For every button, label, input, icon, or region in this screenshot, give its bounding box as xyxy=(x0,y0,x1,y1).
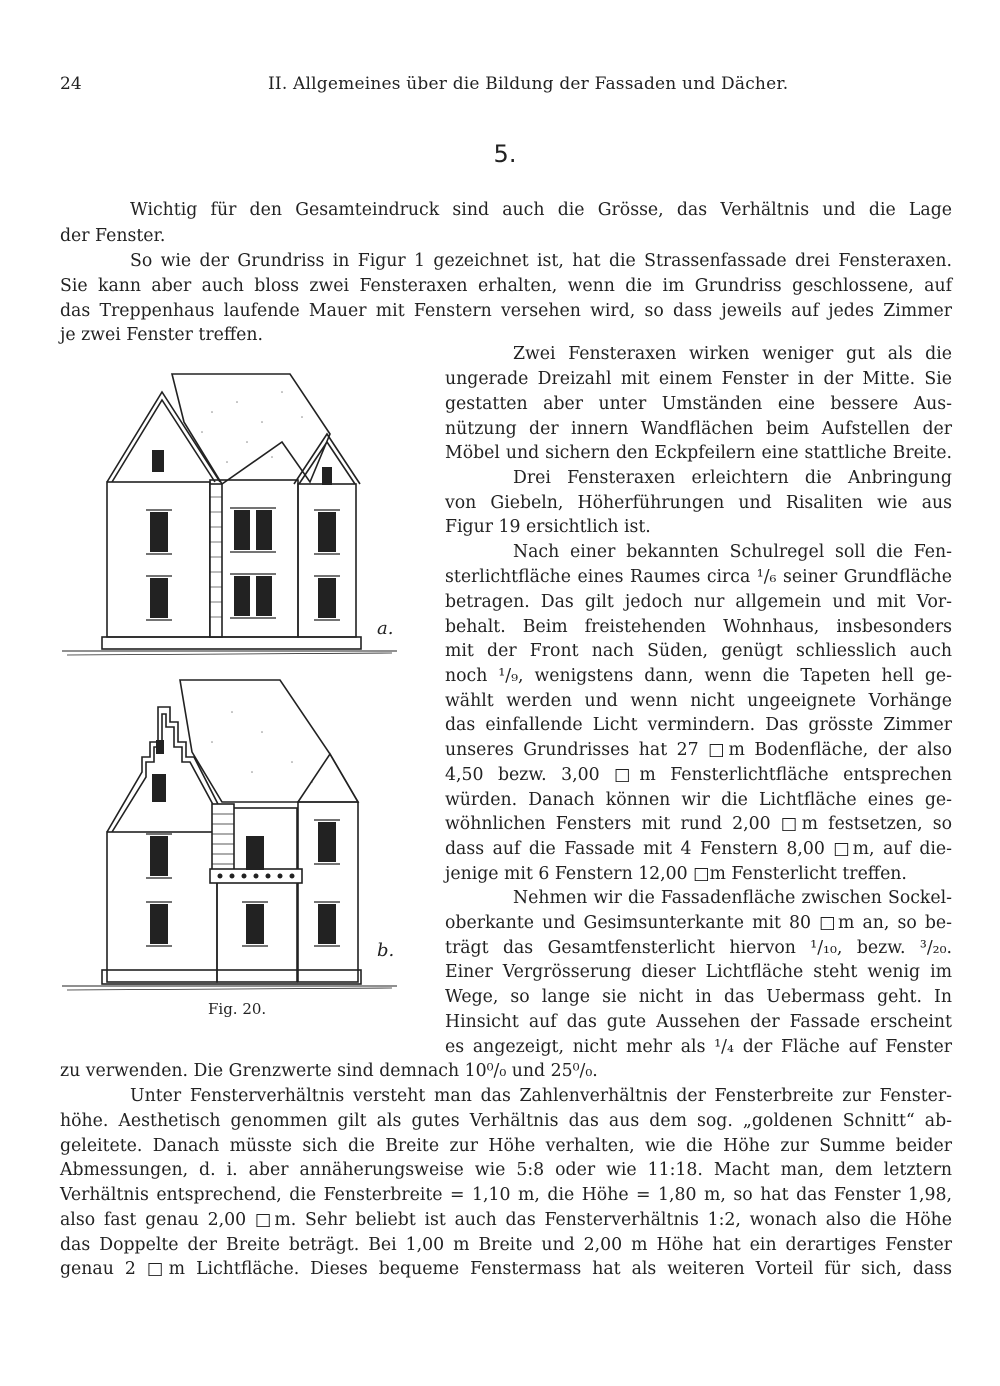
text-line: je zwei Fenster treffen. xyxy=(60,325,263,345)
text-line: gestatten aber unter Umständen eine bessere Aus- xyxy=(445,394,952,414)
text-line: trägt das Gesamtfensterlicht hiervon ¹/₁₀, bezw. ³/₂₀. xyxy=(445,938,952,958)
text-line: Verhältnis entsprechend, die Fensterbreite = 1,10 m, die Höhe = 1,80 m, so hat das Fenster 1,98, xyxy=(60,1185,952,1205)
text-line: behalt. Beim freistehenden Wohnhaus, insbesonders xyxy=(445,617,952,637)
section-number: 5. xyxy=(493,140,517,168)
text-line: geleitete. Danach müsste sich die Breite zur Höhe verhalten, wie die Höhe zur Summe beider xyxy=(60,1136,952,1156)
text-line: Hinsicht auf das gute Aussehen der Fassade erscheint xyxy=(445,1012,952,1032)
figure-label-b: b. xyxy=(377,940,395,961)
running-title: II. Allgemeines über die Bildung der Fassaden und Dächer. xyxy=(268,74,789,94)
text-line: Wichtig für den Gesamteindruck sind auch die Grösse, das Verhältnis und die Lage xyxy=(130,200,952,220)
text-line: es angezeigt, nicht mehr als ¹/₄ der Fläche auf Fenster xyxy=(445,1037,952,1057)
text-line: 4,50 bezw. 3,00 □m Fensterlichtfläche entsprechen xyxy=(445,765,952,785)
text-line: Nehmen wir die Fassadenfläche zwischen Sockel- xyxy=(513,888,952,908)
text-line: Nach einer bekannten Schulregel soll die Fen- xyxy=(513,542,952,562)
text-line: Zwei Fensteraxen wirken weniger gut als die xyxy=(513,344,952,364)
text-line: Unter Fensterverhältnis versteht man das Zahlenverhältnis der Fensterbreite zur Fenster- xyxy=(130,1086,952,1106)
text-line: So wie der Grundriss in Figur 1 gezeichnet ist, hat die Strassenfassade drei Fensteraxen. xyxy=(130,251,952,271)
text-line: zu verwenden. Die Grenzwerte sind demnach 10⁰/₀ und 25⁰/₀. xyxy=(60,1061,598,1081)
text-line: oberkante und Gesimsunterkante mit 80 □m an, so be- xyxy=(445,913,952,933)
text-line: der Fenster. xyxy=(60,226,166,246)
text-line: Möbel und sichern den Eckpfeilern eine stattliche Breite. xyxy=(445,443,952,463)
text-line: wählt werden und wenn nicht ungeeignete Vorhänge xyxy=(445,691,952,711)
text-line: wöhnlichen Fensters mit rund 2,00 □m festsetzen, so xyxy=(445,814,952,834)
text-line: würden. Danach können wir die Lichtfläche eines ge- xyxy=(445,790,952,810)
text-line: betragen. Das gilt jedoch nur allgemein und mit Vor- xyxy=(445,592,952,612)
elevation-a xyxy=(62,374,397,655)
page-number: 24 xyxy=(60,74,82,94)
text-line: Einer Vergrösserung dieser Lichtfläche steht wenig im xyxy=(445,962,952,982)
figure-label-a: a. xyxy=(377,618,394,639)
elevation-b xyxy=(62,680,397,990)
text-line: genau 2 □m Lichtfläche. Dieses bequeme Fenstermass hat als weiteren Vorteil für sich, dass xyxy=(60,1259,952,1279)
text-line: Abmessungen, d. i. aber annäherungsweise wie 5:8 oder wie 11:18. Macht man, dem letztern xyxy=(60,1160,952,1180)
text-line: von Giebeln, Höherführungen und Risaliten wie aus xyxy=(445,493,952,513)
text-line: sterlichtfläche eines Raumes circa ¹/₆ seiner Grundfläche xyxy=(445,567,952,587)
text-line: Drei Fensteraxen erleichtern die Anbringung xyxy=(513,468,952,488)
text-line: das einfallende Licht vermindern. Das grösste Zimmer xyxy=(445,715,952,735)
text-line: dass auf die Fassade mit 4 Fenstern 8,00 □m, auf die- xyxy=(445,839,952,859)
text-line: Sie kann aber auch bloss zwei Fensteraxen erhalten, wenn die im Grundriss geschlossene, auf xyxy=(60,276,952,296)
text-line: jenige mit 6 Fenstern 12,00 □m Fensterlicht treffen. xyxy=(445,864,907,884)
text-line: nützung der innern Wandflächen beim Aufstellen der xyxy=(445,419,952,439)
text-line: Wege, so lange sie nicht in das Uebermass geht. In xyxy=(445,987,952,1007)
text-line: ungerade Dreizahl mit einem Fenster in der Mitte. Sie xyxy=(445,369,952,389)
text-line: mit der Front nach Süden, genügt schliesslich auch xyxy=(445,641,952,661)
text-line: noch ¹/₉, wenigstens dann, wenn die Tapeten hell ge- xyxy=(445,666,952,686)
roof-a xyxy=(172,374,330,484)
text-line: das Treppenhaus laufende Mauer mit Fenstern versehen wird, so dass jeweils auf jedes Zimmer xyxy=(60,301,952,321)
figure-facade-elevations xyxy=(62,362,407,992)
text-line: höhe. Aesthetisch genommen gilt als gutes Verhältnis das aus dem sog. „goldenen Schnitt“ ab- xyxy=(60,1111,952,1131)
text-line: also fast genau 2,00 □m. Sehr beliebt ist auch das Fensterverhältnis 1:2, wonach also die Höhe xyxy=(60,1210,952,1230)
text-line: das Doppelte der Breite beträgt. Bei 1,00 m Breite und 2,00 m Höhe hat ein derartiges Fenster xyxy=(60,1235,952,1255)
text-line: Figur 19 ersichtlich ist. xyxy=(445,517,651,537)
text-line: unseres Grundrisses hat 27 □m Bodenfläche, der also xyxy=(445,740,952,760)
figure-caption: Fig. 20. xyxy=(208,1000,267,1018)
